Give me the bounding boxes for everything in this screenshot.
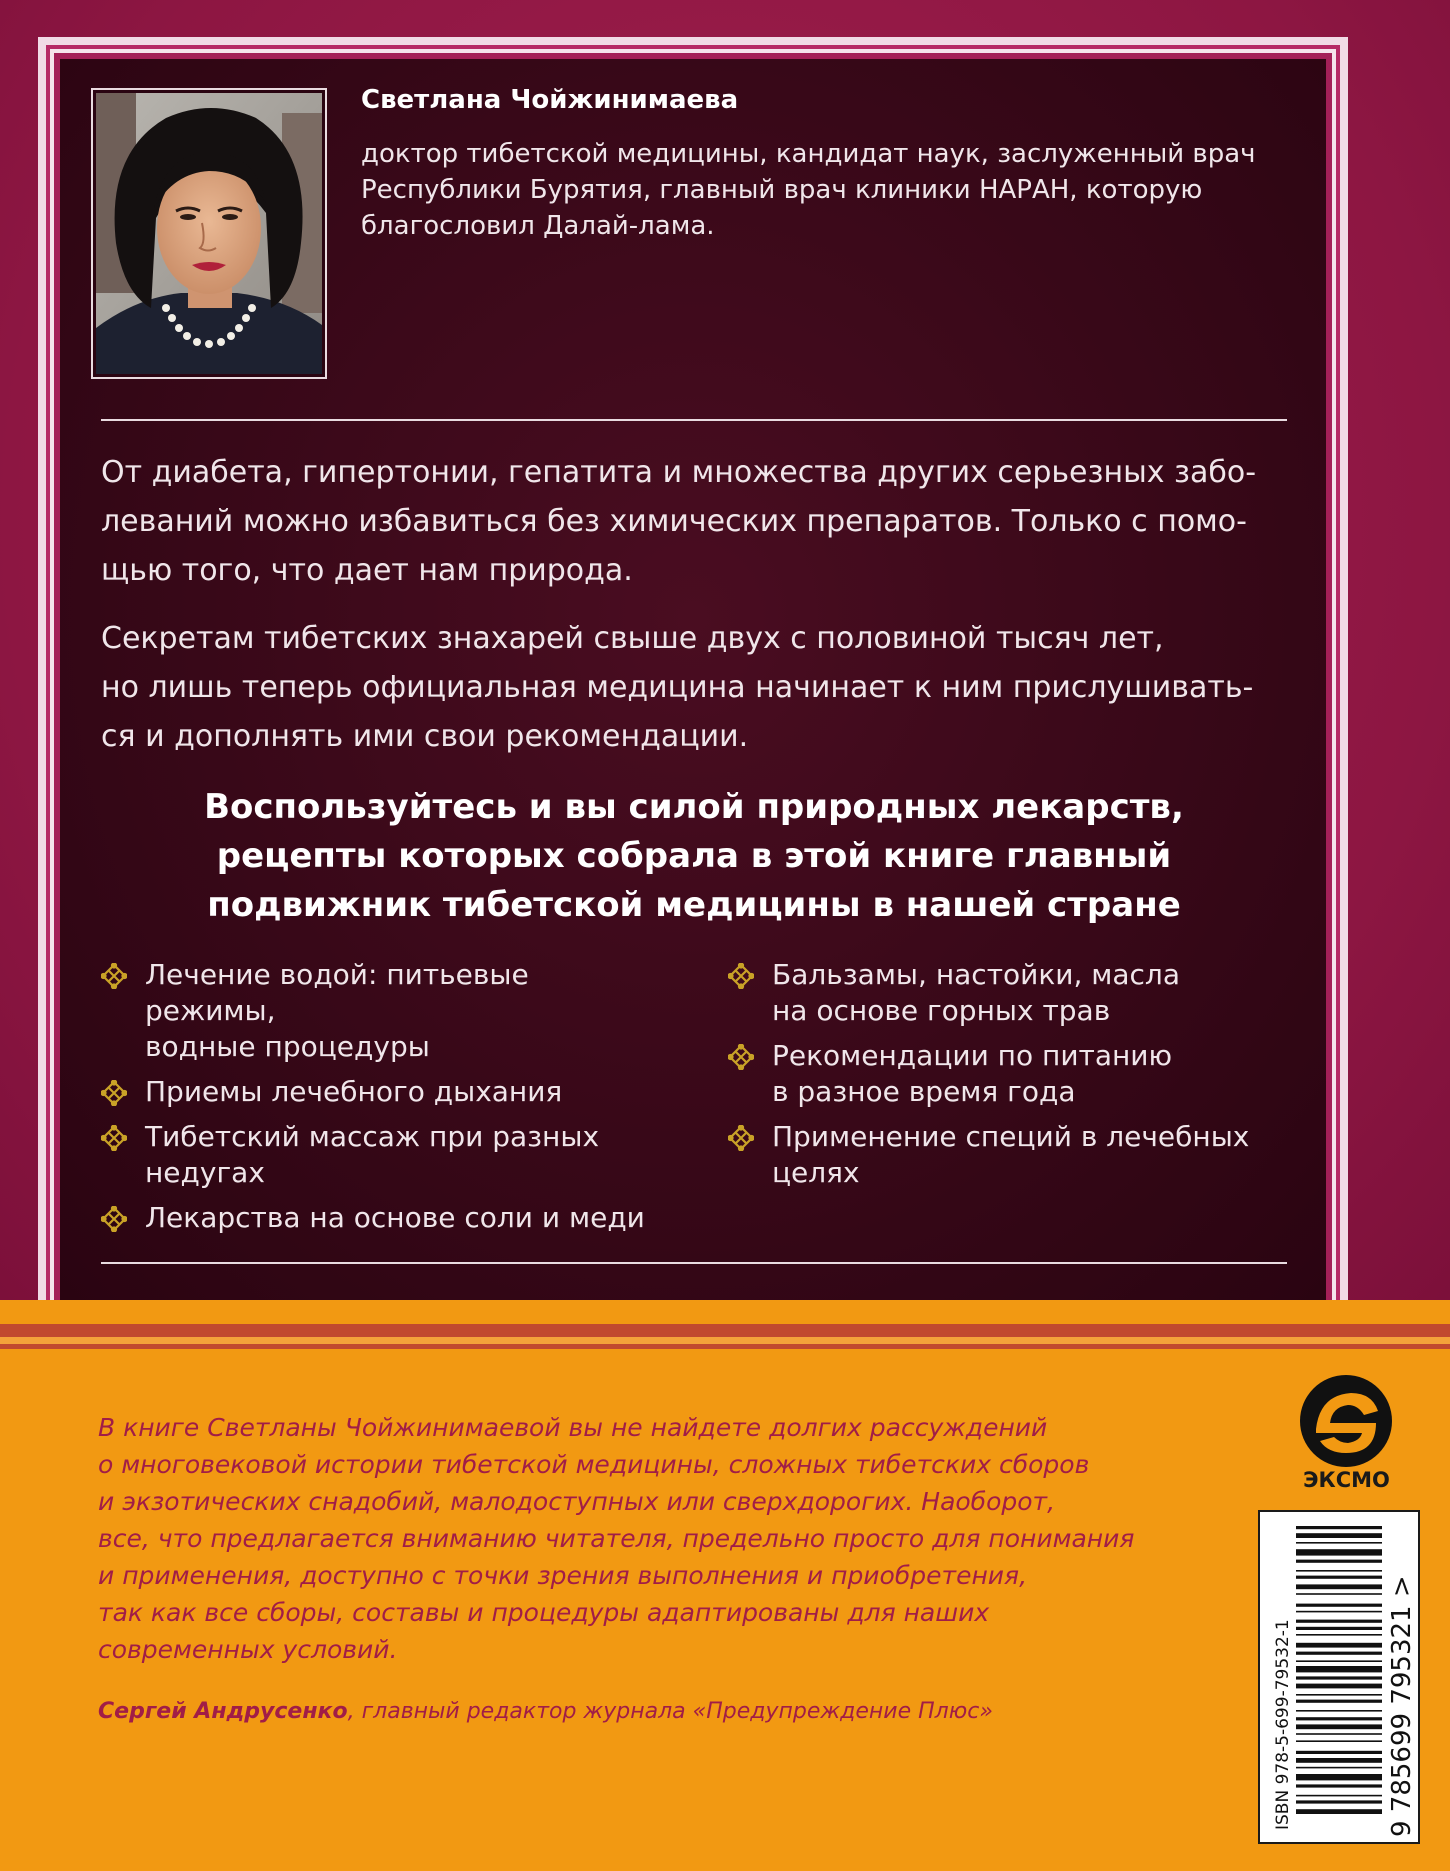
- barcode-bar: [1296, 1576, 1382, 1579]
- callout-heading: Воспользуйтесь и вы силой природных лекарств, рецепты которых собрала в этой книге главный подвижник тибетской медицины в нашей стране: [204, 787, 1184, 925]
- barcode-bar: [1296, 1611, 1382, 1613]
- barcode-bar: [1296, 1767, 1382, 1769]
- intro-paragraph-1: От диабета, гипертонии, гепатита и множества других серьезных забо- леваний можно избавиться без химических препаратов. Только с помо- щью того, что дает нам природа.: [101, 455, 1257, 588]
- decorative-stripe: [0, 1337, 1450, 1344]
- barcode-bar: [1296, 1676, 1382, 1679]
- barcode-bar: [1296, 1560, 1382, 1563]
- author-portrait-photo: [96, 93, 322, 374]
- author-photo-frame: [91, 88, 327, 379]
- barcode-bar: [1296, 1784, 1382, 1787]
- decorative-stripe: [0, 1324, 1450, 1337]
- feature-text: Лекарства на основе соли и меди: [145, 1201, 645, 1234]
- isbn-text: ISBN 978-5-699-79532-1: [1273, 1619, 1293, 1830]
- barcode-bar: [1296, 1643, 1382, 1648]
- barcode-bar: [1296, 1733, 1382, 1735]
- feature-item: [728, 957, 1288, 1029]
- divider-line: [101, 1262, 1287, 1264]
- barcode-bar: [1296, 1717, 1382, 1720]
- barcode-bar: [1296, 1710, 1382, 1712]
- divider-line: [101, 419, 1287, 421]
- decorative-stripe: [0, 1344, 1450, 1349]
- barcode: [1258, 1510, 1420, 1844]
- endless-knot-icon: [728, 1125, 754, 1151]
- barcode-bar: [1296, 1526, 1382, 1529]
- barcode-bar: [1296, 1800, 1382, 1803]
- barcode-bar: [1296, 1542, 1382, 1544]
- endless-knot-icon: [728, 1044, 754, 1070]
- endless-knot-icon: [101, 1206, 127, 1232]
- barcode-bar: [1296, 1593, 1382, 1595]
- barcode-bar: [1296, 1774, 1382, 1780]
- feature-text: Приемы лечебного дыхания: [145, 1075, 563, 1108]
- features-right-column: [728, 957, 1288, 1200]
- endless-knot-icon: [101, 1125, 127, 1151]
- barcode-bar: [1296, 1740, 1382, 1742]
- feature-item: [101, 1200, 661, 1236]
- feature-text: Применение специй в лечебных целях: [772, 1120, 1250, 1189]
- endless-knot-icon: [101, 963, 127, 989]
- barcode-bar: [1296, 1666, 1382, 1672]
- features-left-column: [101, 957, 661, 1245]
- endless-knot-icon: [728, 963, 754, 989]
- barcode-digits: 9 785699 795321 >: [1387, 1575, 1417, 1837]
- barcode-bar: [1296, 1634, 1382, 1636]
- quote-attribution: [98, 1699, 993, 1724]
- barcode-bar: [1296, 1620, 1382, 1623]
- feature-text: Бальзамы, настойки, масла на основе горных трав: [772, 958, 1180, 1027]
- barcode-bar: [1296, 1604, 1382, 1607]
- barcode-bar: [1296, 1627, 1382, 1630]
- barcode-bar: [1296, 1795, 1382, 1797]
- barcode-bar: [1296, 1724, 1382, 1729]
- endless-knot-icon: [101, 1080, 127, 1106]
- feature-item: [101, 1074, 661, 1110]
- barcode-bar: [1296, 1533, 1382, 1538]
- feature-item: [728, 1038, 1288, 1110]
- feature-item: [101, 1119, 661, 1191]
- attribution-name: Сергей Андрусенко: [98, 1699, 348, 1724]
- feature-item: [101, 957, 661, 1065]
- review-quote: В книге Светланы Чойжинимаевой вы не найдете долгих рассуждений о многовековой истории тибетской медицины, сложных тибетских сборов и экзотических снадобий, малодоступных или сверхдорогих. Наоборот, все, что предлагается вниманию читателя, предельно просто для понимания и применения, доступно с точки зрения выполнения и приобретения, так как все сборы, составы и процедуры адаптированы для наших современных условий.: [98, 1413, 1135, 1664]
- barcode-bar: [1296, 1684, 1382, 1689]
- barcode-bar: [1296, 1700, 1382, 1703]
- author-name: Светлана Чойжинимаева: [361, 85, 739, 115]
- barcode-bar: [1296, 1660, 1382, 1662]
- barcode-bar: [1296, 1570, 1382, 1572]
- feature-text: Рекомендации по питанию в разное время года: [772, 1039, 1173, 1108]
- barcode-bar: [1296, 1652, 1382, 1655]
- publisher-name: ЭКСМО: [1303, 1468, 1390, 1492]
- intro-paragraph-2: Секретам тибетских знахарей свыше двух с половиной тысяч лет, но лишь теперь официальная медицина начинает к ним прислушивать- ся и дополнять ими свои рекомендации.: [101, 621, 1254, 754]
- attribution-role: , главный редактор журнала «Предупреждение Плюс»: [347, 1699, 993, 1724]
- feature-item: [728, 1119, 1288, 1191]
- barcode-bar: [1296, 1758, 1382, 1763]
- barcode-bar: [1296, 1549, 1382, 1555]
- eksmo-logo-icon: [1296, 1371, 1396, 1471]
- barcode-bar: [1296, 1584, 1382, 1589]
- barcode-bar: [1296, 1694, 1382, 1696]
- feature-text: Тибетский массаж при разных недугах: [145, 1120, 600, 1189]
- author-description: доктор тибетской медицины, кандидат наук, заслуженный врач Республики Бурятия, главный врач клиники НАРАН, которую благословил Далай-лама.: [361, 139, 1256, 241]
- barcode-bar: [1296, 1809, 1382, 1814]
- feature-text: Лечение водой: питьевые режимы, водные процедуры: [145, 958, 529, 1063]
- barcode-bar: [1296, 1751, 1382, 1754]
